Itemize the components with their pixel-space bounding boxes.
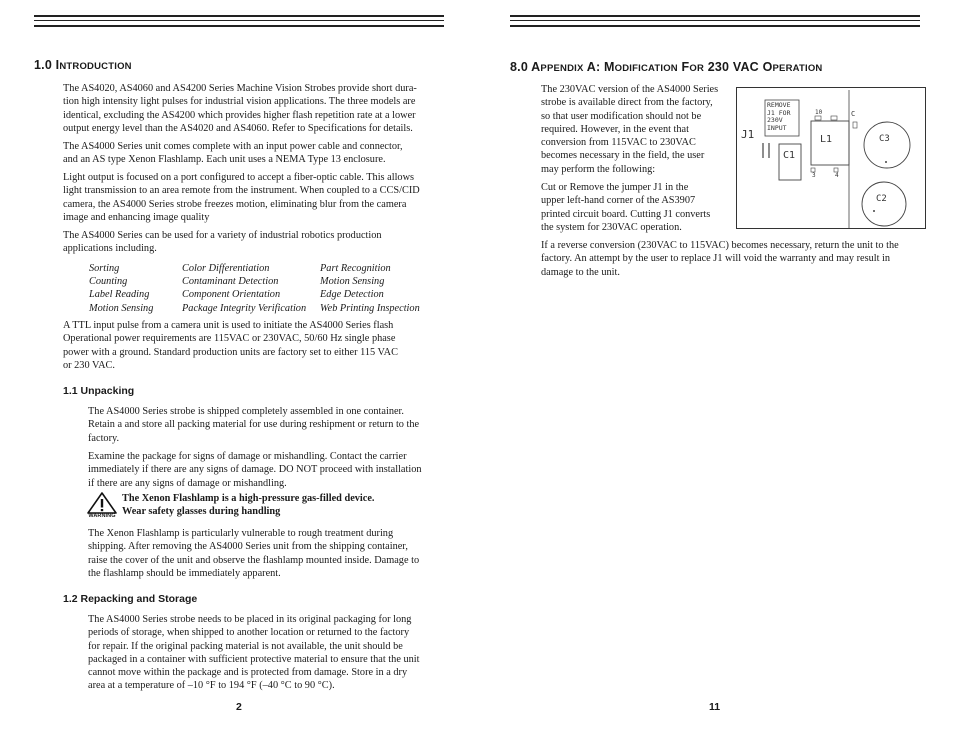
repacking-paragraph [88, 613, 419, 693]
label-pin3: 3 [812, 172, 816, 179]
application-cell: Contaminant Detection [182, 276, 279, 288]
text-line: and an AS type Xenon Flashlamp. Each unit uses a NEMA Type 13 enclosure. [63, 154, 386, 166]
text-line: becomes necessary in the field, the user [541, 150, 705, 162]
text-line: The 230VAC version of the AS4000 Series [541, 84, 719, 95]
text-line: power with a ground. Standard production units are factory set to either 115 VAC [63, 346, 398, 358]
application-cell: Counting [89, 276, 128, 288]
warning-line: Wear safety glasses during handling [122, 506, 281, 518]
text-line: The AS4020, AS4060 and AS4200 Series Machine Vision Strobes provide short dura- [63, 83, 417, 94]
text-line: The Xenon Flashlamp is particularly vulnerable to rough treatment during [88, 528, 394, 539]
text-line: The AS4000 Series strobe is shipped completely assembled in one container. [88, 406, 404, 417]
text-line: so that user modification should not be [541, 110, 702, 122]
text-line: tion high intensity light pulses for industrial vision applications. The three models are [63, 96, 416, 108]
text-line: strobe is available direct from the factory, [541, 97, 713, 109]
text-line: if there are any signs of damage or mishandling. [88, 477, 287, 489]
appendix-paragraph-2 [541, 181, 710, 234]
text-line: A TTL input pulse from a camera unit is used to initiate the AS4000 Series flash [63, 320, 394, 331]
text-line: packaged in a container with sufficient protective material to ensure that the unit [88, 653, 420, 665]
text-line: Cut or Remove the jumper J1 in the [541, 182, 689, 193]
application-cell: Color Differentiation [182, 263, 270, 274]
warning-text [122, 492, 375, 519]
applications-row [89, 288, 420, 301]
page-number: 2 [236, 701, 242, 713]
circuit-board-drawing [737, 88, 927, 230]
label-c3: C3 [879, 134, 890, 144]
application-cell: Label Reading [89, 289, 150, 301]
applications-row [89, 262, 420, 275]
circuit-board-figure [736, 87, 926, 229]
text-line: If a reverse conversion (230VAC to 115VAC) becomes necessary, return the unit to the [541, 240, 899, 251]
warning-label: WARNING [88, 513, 116, 519]
section-title-repacking: 1.2 Repacking and Storage [63, 593, 198, 605]
text-line: may perform the following: [541, 163, 656, 175]
unpacking-paragraph [88, 405, 419, 445]
text-line: Examine the package for signs of damage or mishandling. Contact the carrier [88, 451, 407, 462]
label-c2: C2 [876, 194, 887, 204]
appendix-paragraph-3 [541, 239, 899, 279]
section-title-unpacking: 1.1 Unpacking [63, 385, 135, 397]
application-cell: Web Printing Inspection [320, 302, 420, 314]
page-number: 11 [709, 701, 721, 713]
applications-row [89, 275, 420, 288]
label-c-small: C [851, 110, 856, 118]
text-line: shipping. After removing the AS4000 Series unit from the shipping container, [88, 541, 408, 553]
label-l1: L1 [820, 134, 833, 145]
application-cell: Motion Sensing [89, 302, 154, 314]
label-j1: J1 [741, 128, 755, 141]
text-line: raise the cover of the unit and observe the flashlamp mounted inside. Damage to [88, 554, 420, 566]
application-cell: Sorting [89, 263, 120, 274]
text-line: camera, the AS4000 Series strobe freezes motion, eliminating blur from the camera [63, 198, 407, 210]
text-line: immediately if there are any signs of damage. DO NOT proceed with installation [88, 464, 422, 476]
text-line: output energy level than the AS4020 and AS4060. Refer to Specifications for details. [63, 122, 413, 134]
section-title-introduction: 1.0 INTRODUCTION [34, 58, 132, 72]
warning-line: The Xenon Flashlamp is a high-pressure gas-filled device. [122, 493, 375, 504]
text-line: upper left-hand corner of the AS3907 [541, 195, 696, 207]
unpacking-paragraph [88, 450, 422, 490]
text-line: Light output is focused on a port configured to accept a fiber-optic cable. This allows [63, 172, 415, 183]
text-line: periods of storage, when shipped to another location or returned to the factory [88, 627, 410, 639]
flashlamp-paragraph [88, 527, 419, 580]
text-line: conversion from 115VAC to 230VAC [541, 137, 696, 149]
application-cell: Package Integrity Verification [182, 302, 307, 314]
intro-paragraph [63, 140, 403, 167]
text-line: damage to the unit. [541, 266, 620, 278]
section-title-appendix: 8.0 APPENDIX A: MODIFICATION FOR 230 VAC OPERATION [510, 60, 823, 74]
appendix-paragraph-1 [541, 83, 718, 176]
text-line: or 230 VAC. [63, 359, 115, 371]
application-cell: Edge Detection [320, 289, 384, 301]
figure-note: REMOVE J1 FOR 230V INPUT [767, 101, 791, 132]
text-line: image and enhancing image quality [63, 211, 210, 223]
application-cell: Motion Sensing [320, 276, 385, 288]
text-line: area at a temperature of –10 °F to 194 °F (–40 °C to 90 °C). [88, 680, 335, 692]
label-c1: C1 [783, 150, 796, 161]
text-line: Operational power requirements are 115VAC or 230VAC, 50/60 Hz single phase [63, 333, 396, 345]
text-line: factory. An attempt by the user to replace J1 will void the warranty and may result in [541, 253, 891, 265]
text-line: the system for 230VAC operation. [541, 221, 682, 233]
text-line: printed circuit board. Cutting J1 converts [541, 208, 711, 220]
label-pin4: 4 [835, 172, 839, 179]
intro-paragraph [63, 171, 420, 224]
text-line: cannot move within the package and is protected from damage. Store in a dry [88, 667, 408, 679]
intro-paragraph [63, 229, 382, 256]
text-line: The AS4000 Series unit comes complete with an input power cable and connector, [63, 141, 403, 152]
applications-table [89, 262, 420, 315]
label-r10: 10 [815, 109, 823, 116]
text-line: The AS4000 Series can be used for a variety of industrial robotics production [63, 230, 382, 241]
application-cell: Component Orientation [182, 289, 281, 301]
text-line: factory. [88, 432, 120, 444]
text-line: the flashlamp should be immediately apparent. [88, 567, 281, 579]
text-line: The AS4000 Series strobe needs to be placed in its original packaging for long [88, 614, 412, 625]
text-line: required. However, in the event that [541, 123, 689, 135]
text-line: light transmission to an area remote from the instrument. When coupled to a CCS/CID [63, 185, 420, 197]
text-line: identical, excluding the AS4200 which provides higher flash repetition rate at a lower [63, 109, 416, 121]
applications-row [89, 302, 420, 315]
text-line: for repair. If the original packing material is not available, the unit should be [88, 640, 403, 652]
text-line: Retain a and store all packing material for use during reshipment or return to the [88, 419, 420, 431]
ttl-paragraph [63, 319, 398, 372]
application-cell: Part Recognition [320, 263, 391, 274]
intro-paragraph [63, 82, 417, 135]
text-line: applications including. [63, 243, 157, 255]
